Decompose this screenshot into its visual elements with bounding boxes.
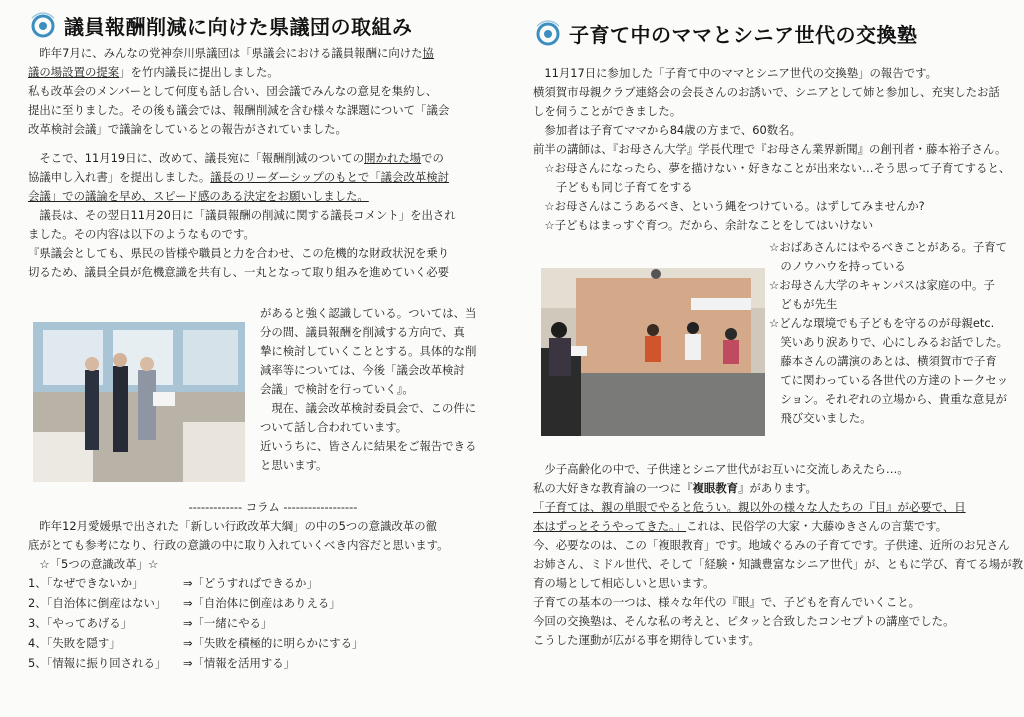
text-line: 分の間、議員報酬を削減する方向で、真 xyxy=(260,325,465,339)
list-item: ⇒「自治体に倒産はありえる」 xyxy=(183,596,341,610)
text-line: 育の場として相応しいと思います。 xyxy=(533,576,715,590)
text-line: 今、必要なのは、この「複眼教育」です。地域ぐるみの子育てです。子供達、近所のお兄さん xyxy=(533,538,1010,552)
text-line: 底がとても参考になり、行政の意識の中に取り入れていくべき内容だと思います。 xyxy=(28,538,449,552)
text-line: 子どもも同じ子育てをする xyxy=(533,180,693,194)
globe-logo-icon xyxy=(533,18,563,48)
left-wrap-text xyxy=(260,304,476,475)
text-line: しを伺うことができました。 xyxy=(533,104,682,118)
list-item: ⇒「失敗を積極的に明らかにする」 xyxy=(183,636,364,650)
text-line: 私も改革会のメンバーとして何度も話し合い、団会議でみんなの意見を集約し、 xyxy=(28,84,438,98)
left-intro-paragraph xyxy=(28,44,498,282)
list-item: ⇒「どうすればできるか」 xyxy=(183,576,318,590)
column-section xyxy=(28,498,498,674)
text-line: 減率等については、今後「議会改革検討 xyxy=(260,363,465,377)
underlined-text: 議長のリーダーシップのもとで「議会改革検討 xyxy=(210,170,450,184)
meeting-photo xyxy=(33,322,245,482)
text-line: 昨年7月に、みんなの党神奈川県議団は「県議会における議員報酬に向けた xyxy=(28,46,423,60)
underlined-quote: 「子育ては、親の単眼でやると危うい。親以外の様々な人たちの『目』が必要で、日 xyxy=(533,500,966,514)
text-line: ☆お母さん大学のキャンパスは家庭の中。子 xyxy=(769,278,995,292)
text-line: 私の大好きな教育論の一つに『 xyxy=(533,481,693,495)
text-line: どもが先生 xyxy=(769,297,838,311)
text-line: 参加者は子育てママから84歳の方まで、60数名。 xyxy=(533,123,801,137)
list-item: 1、「なぜできないか」 xyxy=(28,576,144,590)
text-line: ☆「5つの意識改革」☆ xyxy=(28,557,159,571)
underlined-text: 協 xyxy=(422,46,434,60)
right-column xyxy=(533,0,1024,647)
right-intro-paragraph xyxy=(533,64,1011,235)
list-item: ⇒「情報を活用する」 xyxy=(183,656,296,670)
underlined-text: 議の場設置の提案 xyxy=(28,65,120,79)
underlined-text: 会議」での議論を早め、スピード感のある決定をお願いしました。 xyxy=(28,189,369,203)
text-line: 摯に検討していくこととする。具体的な削 xyxy=(260,344,477,358)
text-line: 今回の交換塾は、そんな私の考えと、ピタッと合致したコンセプトの講座でした。 xyxy=(533,614,955,628)
text-line: 飛び交いました。 xyxy=(769,411,872,425)
text-line: 前半の講師は、『お母さん大学』学長代理で『お母さん業界新聞』の創刊者・藤本裕子さん。 xyxy=(533,142,1007,156)
left-column xyxy=(28,0,498,670)
text-line: 昨年12月愛媛県で出された「新しい行政改革大綱」の中の5つの意識改革の徹 xyxy=(28,519,438,533)
text-line: 協議申し入れ書」を提出しました。 xyxy=(28,170,211,184)
column-header: ------------- コラム ------------------ xyxy=(188,500,358,514)
text-line: ☆おばあさんにはやるべきことがある。子育て xyxy=(769,240,1008,254)
bold-text: 複眼教育 xyxy=(692,481,739,495)
text-line: 近いうちに、皆さんに結果をご報告できる xyxy=(260,439,477,453)
reform-list xyxy=(28,574,498,674)
right-title: 子育て中のママとシニア世代の交換塾 xyxy=(569,22,918,47)
text-line: のノウハウを持っている xyxy=(769,259,906,273)
list-item: 4、「失敗を隠す」 xyxy=(28,636,121,650)
text-line: ☆お母さんはこうあるべき、という縄をつけている。はずしてみませんか? xyxy=(533,199,925,213)
text-line: 藤本さんの講演のあとは、横須賀市で子育 xyxy=(769,354,997,368)
right-wrap-text xyxy=(769,238,1008,428)
left-title: 議員報酬削減に向けた県議団の取組み xyxy=(64,14,413,39)
text-line: お姉さん、ミドル世代、そして「経験・知識豊富なシニア世代」が、ともに学び、育てる場が教 xyxy=(533,557,1024,571)
text-line: 切るため、議員全員が危機意識を共有し、一丸となって取り組みを進めていく必要 xyxy=(28,265,449,279)
text-line: 横須賀市母親クラブ連絡会の会長さんのお誘いで、シニアとして姉と参加し、充実したお話 xyxy=(533,85,1000,99)
text-line: があると強く認識している。ついては、当 xyxy=(260,306,477,320)
right-heading xyxy=(533,16,1003,50)
text-line: こうした運動が広がる事を期待しています。 xyxy=(533,633,760,647)
text-line: ☆お母さんになったら、夢を描けない・好きなことが出来ない…そう思って子育てすると、 xyxy=(533,161,1011,175)
text-line: てに関わっている各世代の方達のトークセッ xyxy=(769,373,1009,387)
text-line: 」を竹内議長に提出しました。 xyxy=(119,65,279,79)
text-line: 会議」で検討を行っていく』。 xyxy=(260,382,414,396)
underlined-text: 開かれた場 xyxy=(364,151,422,165)
text-line: 』があります。 xyxy=(738,481,817,495)
list-item: 3、「やってあげる」 xyxy=(28,616,133,630)
text-line: ました。その内容は以下のようなものです。 xyxy=(28,227,255,241)
text-line: 少子高齢化の中で、子供達とシニア世代がお互いに交流しあえたら…。 xyxy=(533,462,909,476)
text-line: 改革検討会議」で議論をしているとの報告がされていました。 xyxy=(28,122,347,136)
text-line: 議長は、その翌日11月20日に「議員報酬の削減に関する議長コメント」を出され xyxy=(28,208,456,222)
left-heading xyxy=(28,8,498,42)
underlined-quote: 本はずっとそうやってきた。」 xyxy=(533,519,687,533)
text-line: での xyxy=(421,151,444,165)
text-line: ☆どんな環境でも子どもを守るのが母親etc. xyxy=(769,316,995,330)
text-line: これは、民俗学の大家・大藤ゆきさんの言葉です。 xyxy=(686,519,948,533)
talk-session-photo xyxy=(541,268,765,436)
text-line: ついて話し合われています。 xyxy=(260,420,408,434)
text-line: 11月17日に参加した「子育て中のママとシニア世代の交換塾」の報告です。 xyxy=(533,66,937,80)
text-line: ☆子どもはまっすぐ育つ。だから、余計なことをしてはいけない xyxy=(533,218,874,232)
globe-logo-icon xyxy=(28,10,58,40)
text-line: 現在、議会改革検討委員会で、この件に xyxy=(260,401,477,415)
text-line: と思います。 xyxy=(260,458,328,472)
right-closing-paragraph xyxy=(533,460,1024,650)
text-line: 『県議会としても、県民の皆様や職員と力を合わせ、この危機的な財政状況を乗り xyxy=(28,246,450,260)
list-item: 2、「自治体に倒産はない」 xyxy=(28,596,167,610)
text-line: 提出に至りました。その後も議会では、報酬削減を含む様々な課題について「議会 xyxy=(28,103,450,117)
text-line: 笑いあり涙ありで、心にしみるお話でした。 xyxy=(769,335,1008,349)
list-item: ⇒「一緒にやる」 xyxy=(183,616,273,630)
text-line: そこで、11月19日に、改めて、議長宛に「報酬削減のついての xyxy=(28,151,365,165)
list-item: 5、「情報に振り回される」 xyxy=(28,656,167,670)
text-line: ション。それぞれの立場から、貴重な意見が xyxy=(769,392,1008,406)
text-line: 子育ての基本の一つは、様々な年代の『眼』で、子どもを育んでいくこと。 xyxy=(533,595,921,609)
